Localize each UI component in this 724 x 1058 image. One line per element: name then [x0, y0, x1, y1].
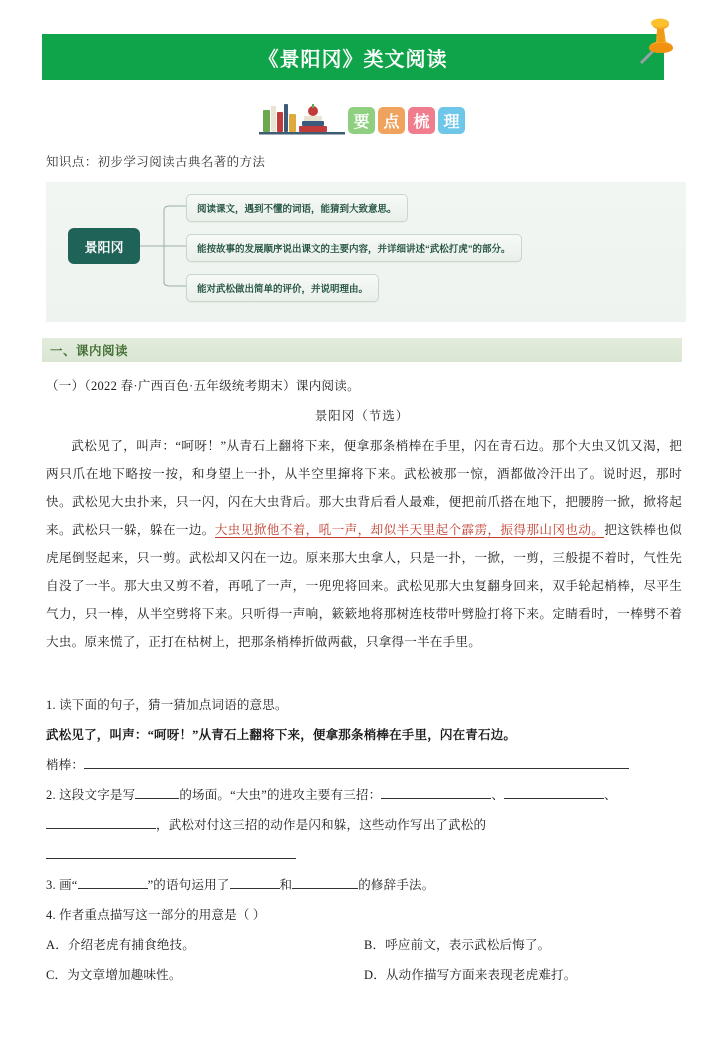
keypoint-char-3: 梳: [408, 107, 435, 134]
question-2-blank-4[interactable]: [46, 828, 156, 829]
passage-body: [46, 432, 682, 656]
books-illustration-icon: [259, 98, 345, 138]
question-3-blank-3[interactable]: [292, 888, 358, 889]
page-title: 《景阳冈》类文阅读: [258, 48, 448, 71]
question-2-text-a: 这段文字是写: [59, 788, 136, 802]
mindmap-branch-3: 能对武松做出简单的评价，并说明理由。: [186, 274, 379, 302]
question-2: [46, 780, 682, 810]
question-4-options-row-2: [46, 960, 682, 990]
passage-highlighted-sentence: 大虫见掀他不着，吼一声，却似半天里起个霹雳，振得那山冈也动。: [214, 523, 605, 537]
question-3-number: 3.: [46, 878, 56, 892]
question-3-text-d: 的修辞手法。: [358, 878, 435, 892]
question-2-continued: [46, 810, 682, 870]
question-3-blank-2[interactable]: [230, 888, 280, 889]
keypoint-char-2: 点: [378, 107, 405, 134]
mindmap-diagram: [46, 182, 686, 322]
question-1-number: 1.: [46, 698, 56, 712]
pushpin-icon: [626, 12, 688, 74]
question-3: [46, 870, 682, 900]
keypoint-char-1: 要: [348, 107, 375, 134]
header: [42, 34, 682, 80]
question-2-blank-1[interactable]: [135, 798, 179, 799]
question-3-text-a: 画“: [59, 878, 78, 892]
question-1-answer-blank[interactable]: [84, 768, 629, 769]
question-4-options-row-1: [46, 930, 682, 960]
question-1: [46, 690, 682, 720]
question-4-option-d[interactable]: D．从动作描写方面来表现老虎难打。: [364, 968, 577, 982]
mindmap-branch-2: 能按故事的发展顺序说出课文的主要内容，并详细讲述“武松打虎”的部分。: [186, 234, 522, 262]
document-page: [0, 34, 724, 1058]
question-4-option-b[interactable]: B．呼应前文，表示武松后悔了。: [364, 938, 551, 952]
mindmap-branch-1: 阅读课文，遇到不懂的词语，能猜到大致意思。: [186, 194, 408, 222]
question-3-text-c: 和: [279, 878, 293, 892]
passage-part-2: 把这铁棒也似虎尾倒竖起来，只一剪。武松却又闪在一边。原来那大虫拿人，只是一扑，一掀，一剪，三般提不着时，气性先自没了一半。那大虫又剪不着，再吼了一声，一兜兜将回来。武松见那大虫复翻身回来，双手轮起梢棒，尽平生气力，只一棒，从半空劈将下来。只听得一声响，簌簌地将那树连枝带叶劈脸打将下来。定睛看时，一棒劈不着大虫。原来慌了，正打在枯树上，把那条梢棒折做两截，只拿得一半在手里。: [46, 523, 683, 649]
question-4: [46, 900, 682, 930]
passage-title: 景阳冈（节选）: [314, 409, 410, 423]
knowledge-point-line: 知识点：初步学习阅读古典名著的方法: [46, 155, 266, 169]
question-2-blank-3[interactable]: [504, 798, 604, 799]
question-1-text: 读下面的句子，猜一猜加点词语的意思。: [59, 698, 288, 712]
question-4-option-a[interactable]: A．介绍老虎有捕食绝技。: [46, 938, 195, 952]
question-1-quote: 武松见了，叫声：“呵呀！”从青石上翻将下来，便拿那条梢棒在手里，闪在青石边。: [46, 728, 517, 742]
question-1-answer-row: [46, 750, 682, 780]
section-heading-bar: [42, 338, 682, 362]
question-2-blank-5[interactable]: [46, 858, 296, 859]
question-1-answer-label: 梢棒：: [46, 758, 85, 772]
mindmap-root-node: 景阳冈: [68, 228, 140, 264]
keypoint-char-4: 理: [438, 107, 465, 134]
question-3-text-b: ”的语句运用了: [147, 878, 230, 892]
title-banner: [42, 34, 664, 80]
exam-source-line: （一）（2022 春·广西百色·五年级统考期末）课内阅读。: [46, 379, 360, 393]
question-4-text: 作者重点描写这一部分的用意是（ ）: [59, 908, 266, 922]
question-2-number: 2.: [46, 788, 56, 802]
section-heading-text: 一、课内阅读: [50, 344, 129, 358]
question-2-blank-2[interactable]: [381, 798, 491, 799]
question-2-text-b: 的场面。“大虫”的进攻主要有三招：: [179, 788, 382, 802]
question-2-text-d: 、: [604, 788, 617, 802]
question-4-number: 4.: [46, 908, 56, 922]
keypoints-graphic: [257, 98, 467, 138]
question-2-text-e: ，武松对付这三招的动作是闪和躲，这些动作写出了武松的: [156, 818, 487, 832]
question-3-blank-1[interactable]: [78, 888, 148, 889]
passage-part-1: 武松见了，叫声：“呵呀！”从青石上翻将下来，便拿那条梢棒在手里，闪在青石边。那个大虫又饥又渴，把两只爪在地下略按一按，和身望上一扑，从半空里撺将下来。武松被那一惊，酒都做冷汗出了。说时迟，那时快。武松见大虫扑来，只一闪，闪在大虫背后。那大虫背后看人最难，便把前爪搭在地下，把腰胯一掀，掀将起来。武松只一躲，躲在一边。: [46, 439, 682, 537]
questions-area: [46, 690, 682, 990]
question-4-option-c[interactable]: C．为文章增加趣味性。: [46, 968, 182, 982]
question-2-text-c: 、: [491, 788, 505, 802]
